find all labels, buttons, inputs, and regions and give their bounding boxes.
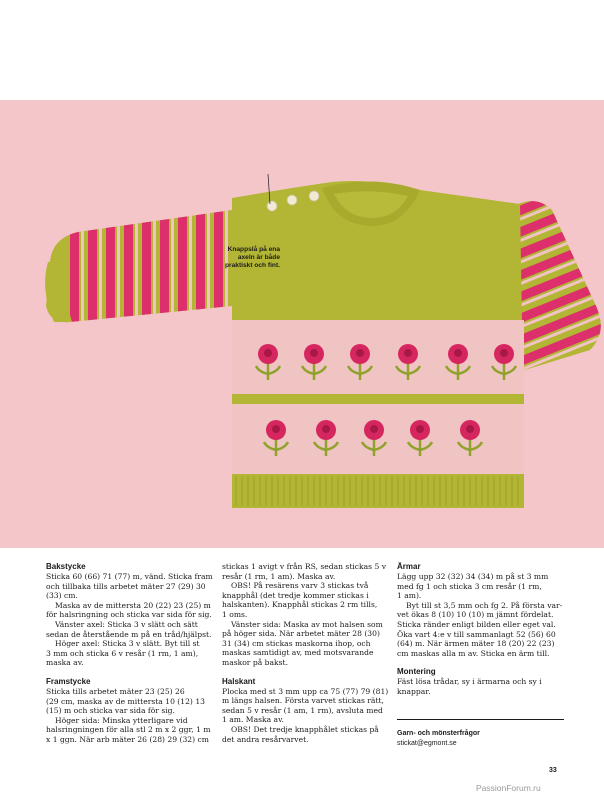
instructions-column-2 — [222, 562, 394, 744]
instruction-paragraph — [222, 687, 394, 725]
text-line: Vänster sida: Maska av mot halsen som — [231, 619, 383, 629]
text-line: sedan de återstående m på en tråd/hjälpst. — [46, 629, 212, 639]
instruction-paragraph — [397, 572, 569, 601]
text-line: maskor på bakst. — [222, 657, 288, 667]
instruction-paragraph — [222, 562, 394, 581]
text-line: och tillbaka tills arbetet mäter 27 (29) 30 — [46, 581, 206, 591]
text-line: 31 (34) cm stickas maskorna ihop, och — [222, 638, 371, 648]
watermark: PassionForum.ru — [476, 783, 541, 793]
text-line: Fäst lösa trådar, sy i ärmarna och sy i — [397, 677, 542, 687]
flower-center — [370, 425, 378, 433]
text-line: för halsringning och sticka var sida för sig. — [46, 610, 212, 620]
knitted-sweater-illustration — [0, 100, 604, 548]
text-line: (64) m. När ärmen mäter 18 (20) 22 (23) — [397, 639, 555, 649]
text-line: (33) cm. — [46, 591, 78, 601]
section-heading: Ärmar — [397, 562, 421, 571]
photo-callout: Knappslå på ena axeln är både praktiskt och fint. — [225, 246, 280, 270]
contact-block — [397, 729, 480, 749]
hem-ribbing — [232, 474, 524, 508]
text-line: maska av. — [46, 658, 84, 668]
button-icon — [309, 191, 319, 201]
flower-center — [322, 425, 330, 433]
text-line: halskanten). Knapphål stickas 2 rm tills, — [222, 600, 378, 610]
page-number: 33 — [549, 767, 557, 774]
flower-center — [356, 349, 364, 357]
flower-center — [264, 349, 272, 357]
sleeve-stripe — [160, 200, 169, 330]
text-line: (29 cm, maska av de mittersta 10 (12) 13 — [46, 696, 205, 706]
sleeve-stripe — [117, 200, 120, 330]
instructions-column-3 — [397, 562, 569, 697]
text-line: OBS! På resärens varv 3 stickas två — [231, 581, 369, 591]
sleeve-stripe — [70, 200, 79, 330]
sleeve-stripe — [124, 200, 133, 330]
section-heading: Halskant — [222, 676, 256, 686]
section-heading: Bakstycke — [46, 562, 86, 571]
text-line: 1 oms. — [222, 609, 248, 619]
text-line: knapphål (det tredje kommer stickas i — [222, 590, 369, 600]
text-line: m längs halsen. Första varvet stickas rätt, — [222, 696, 384, 706]
section-heading: Montering — [397, 667, 436, 677]
instruction-paragraph — [397, 677, 569, 696]
instruction-paragraph — [222, 581, 394, 619]
text-line: Plocka med st 3 mm upp ca 75 (77) 79 (81) — [222, 686, 389, 696]
text-line: stickas 1 avigt v från RS, sedan stickas 5 v — [222, 562, 387, 571]
text-line: halsringningen för alla stl 2 m x 2 ggr, 1 m — [46, 725, 211, 735]
flower-center — [416, 425, 424, 433]
contact-heading: Garn- och mönsterfrågor — [397, 730, 480, 737]
text-line: 3 mm och sticka 6 v resår (1 rm, 1 am), — [46, 648, 199, 658]
text-line: med fg 1 och sticka 3 cm resår (1 rm, — [397, 581, 542, 591]
instruction-paragraph — [222, 725, 394, 744]
instructions-column-1 — [46, 562, 218, 745]
text-line: Maska av de mittersta 20 (22) 23 (25) m — [55, 600, 211, 610]
instruction-paragraph — [222, 620, 394, 668]
text-line: Sticka 60 (66) 71 (77) m, vänd. Sticka fram — [46, 572, 213, 581]
sleeve-stripe — [135, 200, 138, 330]
lime-divider-stripe — [232, 394, 524, 404]
instruction-paragraph — [46, 620, 218, 639]
text-line: 1 am. Maska av. — [222, 715, 284, 725]
text-line: vet ökas 8 (10) 10 (10) m jämnt fördelat. — [397, 610, 554, 620]
contact-email[interactable]: stickat@egmont.se — [397, 740, 457, 747]
sleeve-stripe — [106, 200, 115, 330]
text-line: resår (1 rm, 1 am). Maska av. — [222, 571, 336, 581]
text-line: Byt till st 3,5 mm och fg 2. På första var- — [406, 600, 563, 610]
text-line: sedan 5 v resår (1 am, 1 rm), avsluta med — [222, 705, 383, 715]
text-line: Öka vart 4:e v till sammanlagt 52 (56) 60 — [397, 629, 556, 639]
text-line: det andra resårvarvet. — [222, 734, 309, 744]
text-line: Vänster axel: Sticka 3 v slätt och sätt — [55, 619, 198, 629]
text-line: på höger sida. När arbetet mäter 28 (30) — [222, 629, 380, 639]
sweater-photo — [0, 100, 604, 548]
flower-center — [500, 349, 508, 357]
sleeve-stripe — [99, 200, 102, 330]
text-line: Sticka ränder enligt bilden eller eget val. — [397, 619, 556, 629]
text-line: cm maskas alla m av. Sticka en ärm till. — [397, 648, 550, 658]
text-line: OBS! Det tredje knapphålet stickas på — [231, 724, 379, 734]
instruction-paragraph — [46, 639, 218, 668]
text-line: 1 am). — [397, 591, 422, 601]
text-line: maskas samtidigt av, med motsvarande — [222, 648, 374, 658]
text-line: x 1 ggn. När arb mäter 26 (28) 29 (32) cm — [46, 734, 209, 744]
sleeve-stripe — [81, 200, 84, 330]
button-icon — [287, 195, 297, 205]
instruction-paragraph — [46, 716, 218, 745]
text-line: knappar. — [397, 686, 431, 696]
text-line: Höger sida: Minska ytterligare vid — [55, 715, 188, 725]
instruction-paragraph — [46, 687, 218, 716]
flower-center — [272, 425, 280, 433]
flower-center — [466, 425, 474, 433]
contact-divider — [397, 719, 564, 720]
flower-center — [404, 349, 412, 357]
flower-center — [310, 349, 318, 357]
instruction-paragraph — [46, 572, 218, 601]
instruction-paragraph — [46, 601, 218, 620]
text-line: Lägg upp 32 (32) 34 (34) m på st 3 mm — [397, 572, 549, 581]
sleeve-stripe — [88, 200, 97, 330]
sleeve-stripe — [142, 200, 151, 330]
text-line: (15) m och sticka var sida för sig. — [46, 706, 175, 716]
text-line: Sticka tills arbetet mäter 23 (25) 26 — [46, 686, 185, 696]
flower-center — [454, 349, 462, 357]
section-heading: Framstycke — [46, 676, 91, 686]
text-line: Höger axel: Sticka 3 v slätt. Byt till st — [55, 639, 200, 649]
instruction-paragraph — [397, 601, 569, 659]
button-icon — [267, 201, 277, 211]
sleeve-stripe — [153, 200, 156, 330]
